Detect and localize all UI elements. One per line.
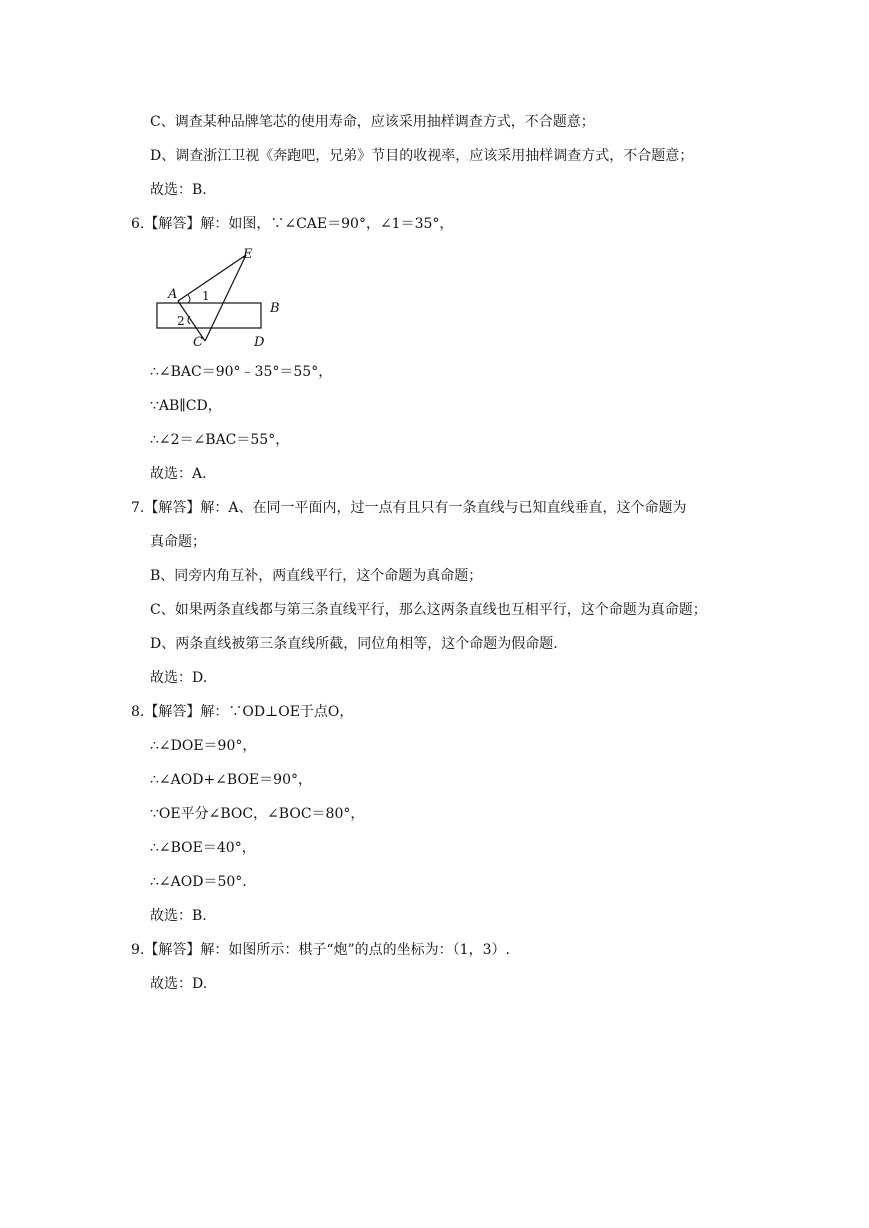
label-a: A	[168, 287, 178, 302]
text-line: 故选：B.	[150, 182, 207, 198]
text-line: ∴∠DOE＝90°，	[150, 738, 257, 754]
text-line: C、如果两条直线都与第三条直线平行，那么这两条直线也互相平行，这个命题为真命题；	[150, 602, 707, 618]
text-line: D、两条直线被第三条直线所截，同位角相等，这个命题为假命题.	[150, 636, 558, 652]
label-b: B	[270, 301, 280, 316]
text-line: D、调查浙江卫视《奔跑吧，兄弟》节目的收视率，应该采用抽样调查方式，不合题意；	[150, 148, 694, 164]
text-line: C、调查某种品牌笔芯的使用寿命，应该采用抽样调查方式，不合题意；	[150, 114, 595, 130]
text-line: ∵AB∥CD，	[150, 398, 222, 414]
question-8-heading: 8.【解答】解：∵OD⊥OE于点O，	[131, 704, 354, 720]
label-d: D	[254, 335, 265, 348]
text-line: 故选：B.	[150, 908, 207, 924]
text-line: 真命题；	[150, 534, 206, 550]
rectangle-abdc	[157, 303, 261, 328]
label-angle-2: 2	[177, 314, 185, 328]
label-e: E	[243, 247, 253, 262]
text-line: 故选：D.	[150, 976, 208, 992]
text-line: ∴∠2＝∠BAC＝55°，	[150, 432, 290, 448]
label-c: C	[193, 335, 203, 348]
text-line: B、同旁内角互补，两直线平行，这个命题为真命题；	[150, 568, 483, 584]
text-line: 故选：D.	[150, 670, 208, 686]
text-line: ∴∠AOD＝50°.	[150, 874, 247, 890]
question-7-heading: 7.【解答】解：A、在同一平面内，过一点有且只有一条直线与已知直线垂直，这个命题为	[131, 500, 687, 516]
text-line: 故选：A.	[150, 466, 207, 482]
label-angle-1: 1	[202, 289, 210, 303]
text-line: ∴∠AOD+∠BOE＝90°，	[150, 772, 312, 788]
segment-ae	[178, 255, 246, 301]
question-6-heading: 6.【解答】解：如图，∵∠CAE＝90°，∠1＝35°，	[131, 216, 454, 232]
text-line: ∴∠BAC＝90°﹣35°＝55°，	[150, 364, 333, 380]
text-line: ∴∠BOE＝40°，	[150, 840, 256, 856]
question-9-heading: 9.【解答】解：如图所示：棋子“炮”的点的坐标为：（1，3）.	[131, 942, 510, 958]
text-line: ∵OE平分∠BOC，∠BOC＝80°，	[150, 806, 365, 822]
angle-1-arc	[188, 295, 190, 303]
geometry-figure	[150, 245, 285, 348]
